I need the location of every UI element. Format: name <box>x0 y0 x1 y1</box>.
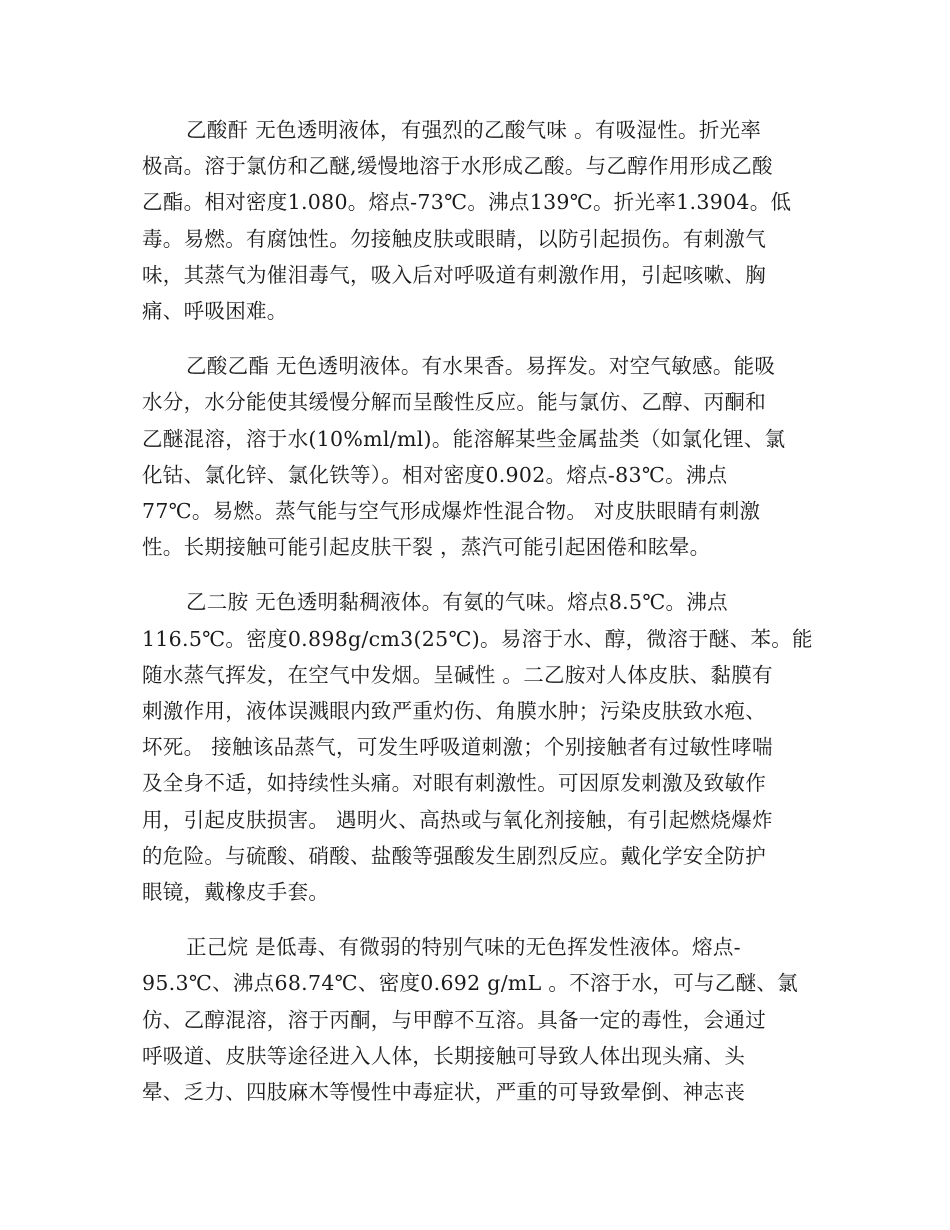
document-body <box>142 112 812 1110</box>
text-line: 极高。溶于氯仿和乙醚,缓慢地溶于水形成乙酸。与乙醇作用形成乙酸 <box>142 154 773 179</box>
text-line: 痛、呼吸困难。 <box>142 299 288 324</box>
text-line: 味，其蒸气为催泪毒气，吸入后对呼吸道有刺激作用，引起咳嗽、胸 <box>142 262 766 287</box>
text-line: 刺激作用，液体误溅眼内致严重灼伤、角膜水肿；污染皮肤致水疱、 <box>142 699 766 724</box>
text-line: 正己烷 是低毒、有微弱的特别气味的无色挥发性液体。熔点- <box>186 935 741 960</box>
paragraph-spacer <box>142 910 812 929</box>
text-line: 毒。易燃。有腐蚀性。勿接触皮肤或眼睛，以防引起损伤。有刺激气 <box>142 226 766 251</box>
text-line: 性。长期接触可能引起皮肤干裂 ，蒸汽可能引起困倦和眩晕。 <box>142 535 711 560</box>
text-line: 乙醚混溶，溶于水(10%ml/ml)。能溶解某些金属盐类（如氯化锂、氯 <box>142 426 786 451</box>
text-line: 随水蒸气挥发，在空气中发烟。呈碱性 。二乙胺对人体皮肤、黏膜有 <box>142 662 773 687</box>
paragraph-spacer <box>142 329 812 348</box>
text-line: 及全身不适，如持续性头痛。对眼有刺激性。可因原发刺激及致敏作 <box>142 771 766 796</box>
paragraph-acetic-anhydride <box>142 112 812 329</box>
text-line: 95.3℃、沸点68.74℃、密度0.692 g/mL 。不溶于水，可与乙醚、氯 <box>142 971 798 996</box>
text-line: 晕、乏力、四肢麻木等慢性中毒症状，严重的可导致晕倒、神志丧 <box>142 1080 746 1105</box>
text-line: 77℃。易燃。蒸气能与空气形成爆炸性混合物。 对皮肤眼睛有刺激 <box>142 499 761 524</box>
text-line: 坏死。 接触该品蒸气，可发生呼吸道刺激；个别接触者有过敏性哮喘 <box>142 735 773 760</box>
text-line: 乙二胺 无色透明黏稠液体。有氨的气味。熔点8.5℃。沸点 <box>186 590 728 615</box>
paragraph-spacer <box>142 565 812 584</box>
text-line: 乙酸酐 无色透明液体，有强烈的乙酸气味 。有吸湿性。折光率 <box>186 118 762 142</box>
text-line: 的危险。与硫酸、硝酸、盐酸等强酸发生剧烈反应。戴化学安全防护 <box>142 843 766 868</box>
text-line: 呼吸道、皮肤等途径进入人体，长期接触可导致人体出现头痛、头 <box>142 1043 746 1068</box>
text-line: 化钴、氯化锌、氯化铁等）。相对密度0.902。熔点-83℃。沸点 <box>142 462 728 487</box>
paragraph-ethyl-acetate <box>142 348 812 565</box>
text-line: 116.5℃。密度0.898g/cm3(25℃)。易溶于水、醇，微溶于醚、苯。能 <box>142 626 813 651</box>
text-line: 用，引起皮肤损害。 遇明火、高热或与氧化剂接触，有引起燃烧爆炸 <box>142 807 773 832</box>
paragraph-ethylenediamine <box>142 584 812 910</box>
text-line: 眼镜，戴橡皮手套。 <box>142 880 330 905</box>
paragraph-n-hexane <box>142 929 812 1110</box>
text-line: 乙酯。相对密度1.080。熔点-73℃。沸点139℃。折光率1.3904。低 <box>142 190 792 215</box>
text-line: 水分，水分能使其缓慢分解而呈酸性反应。能与氯仿、乙醇、丙酮和 <box>142 390 766 415</box>
text-line: 仿、乙醇混溶，溶于丙酮，与甲醇不互溶。具备一定的毒性，会通过 <box>142 1007 766 1032</box>
text-line: 乙酸乙酯 无色透明液体。有水果香。易挥发。对空气敏感。能吸 <box>186 354 776 379</box>
